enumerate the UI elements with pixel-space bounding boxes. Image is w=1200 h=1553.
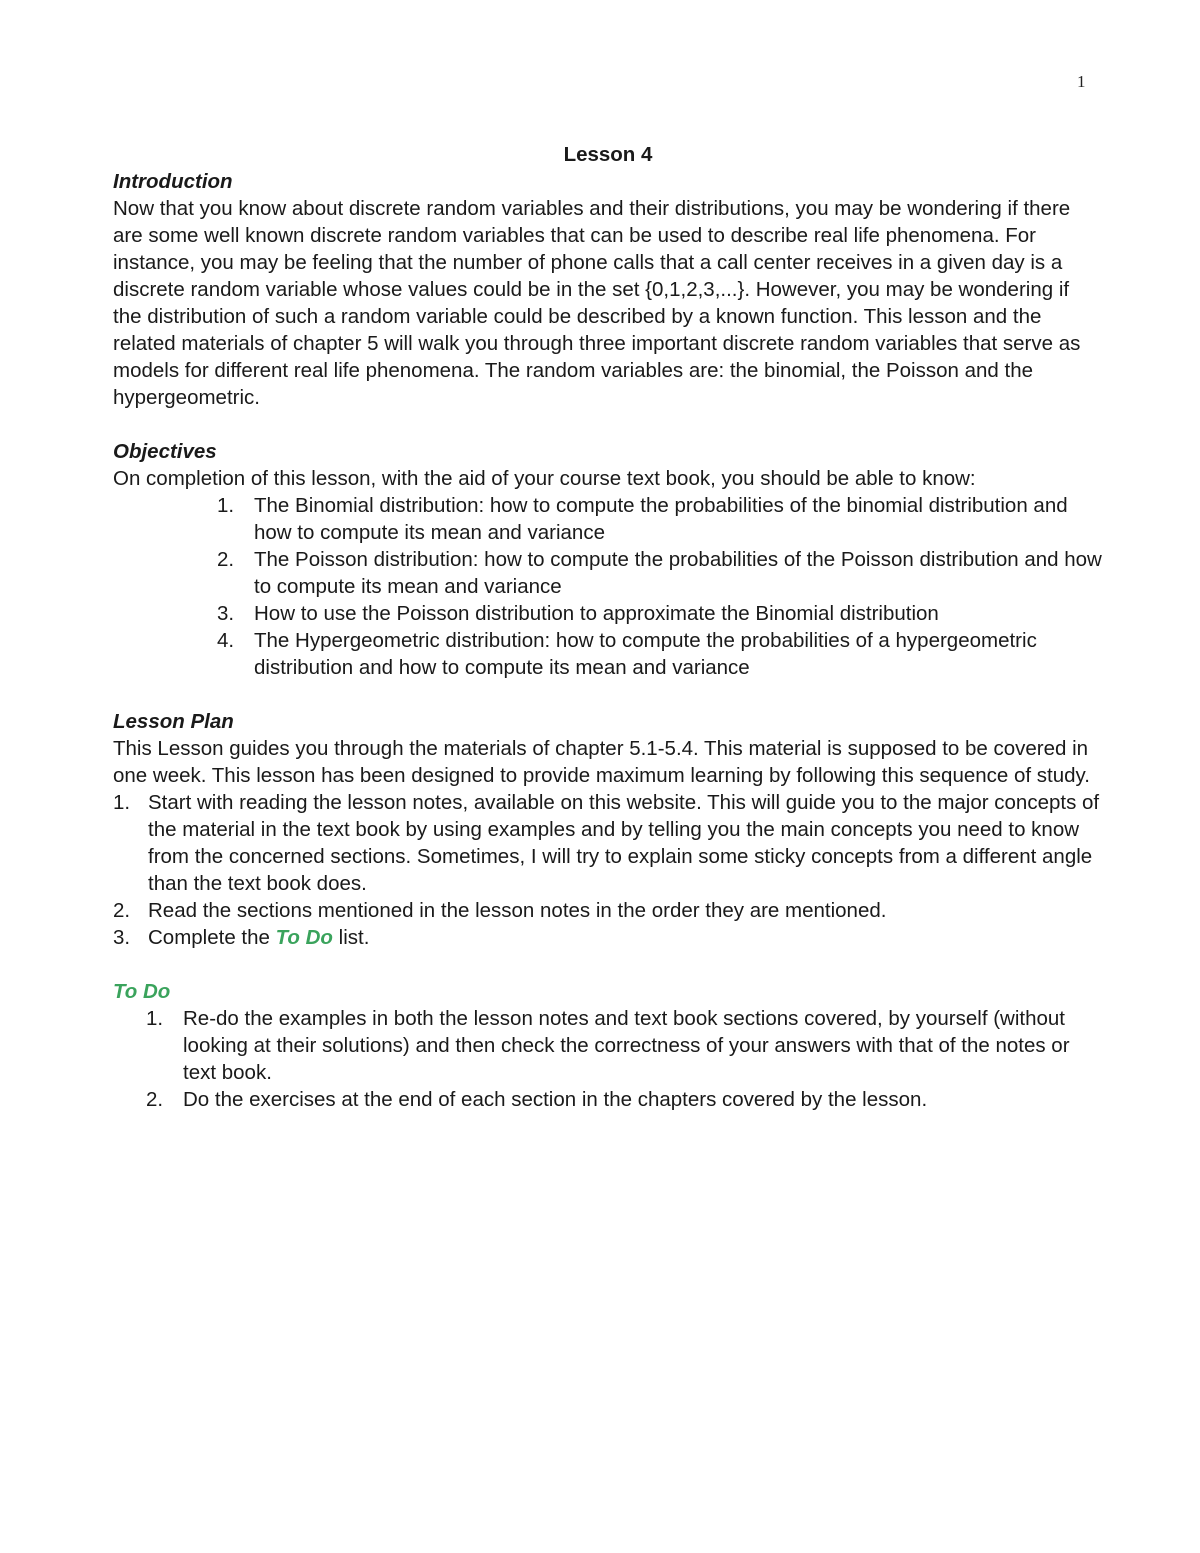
- list-item: [113, 492, 1103, 546]
- list-number: 1.: [146, 1007, 164, 1030]
- list-item-text: Do the exercises at the end of each section in the chapters covered by the lesson.: [183, 1088, 928, 1111]
- list-item: [113, 924, 1103, 951]
- list-number: 2.: [113, 899, 131, 922]
- list-item-text: Re-do the examples in both the lesson notes and text book sections covered, by yourself (without looking at their solutions) and then check the correctness of your answers with that of the notes or text book.: [183, 1007, 1070, 1084]
- list-number: 1.: [217, 494, 235, 517]
- list-number: 4.: [217, 629, 235, 652]
- list-item-text: Start with reading the lesson notes, available on this website. This will guide you to the major concepts of the material in the text book by using examples and by telling you the main concepts you need to know from the concerned sections. Sometimes, I will try to explain some sticky concepts from a different angle than the text book does.: [148, 791, 1100, 895]
- objectives-intro: On completion of this lesson, with the aid of your course text book, you should be able to know:: [113, 467, 976, 490]
- lesson-plan-intro: This Lesson guides you through the materials of chapter 5.1-5.4. This material is supposed to be covered in one week. This lesson has been designed to provide maximum learning by following this sequence of study.: [113, 737, 1090, 787]
- list-item: [113, 897, 1103, 924]
- list-item: [113, 600, 1103, 627]
- spacer: [113, 681, 1103, 708]
- list-item: [113, 1086, 1103, 1113]
- list-item: [113, 627, 1103, 681]
- spacer: [113, 411, 1103, 438]
- introduction-heading: Introduction: [113, 170, 233, 193]
- list-number: 1.: [113, 791, 131, 814]
- list-number: 3.: [113, 926, 131, 949]
- list-item-text-suffix: list.: [332, 926, 370, 949]
- list-number: 2.: [217, 548, 235, 571]
- list-item: [113, 546, 1103, 600]
- list-item-text: Read the sections mentioned in the lesson notes in the order they are mentioned.: [148, 899, 887, 922]
- list-item-text: How to use the Poisson distribution to approximate the Binomial distribution: [254, 602, 939, 625]
- list-item-text: The Binomial distribution: how to compute the probabilities of the binomial distribution and how to compute its mean and variance: [254, 494, 1068, 544]
- introduction-text: Now that you know about discrete random variables and their distributions, you may be wondering if there are some well known discrete random variables that can be used to describe real life phenomena. For instance, you may be feeling that the number of phone calls that a call center receives in a given day is a discrete random variable whose values could be in the set {0,1,2,3,...}. However, you may be wondering if the distribution of such a random variable could be described by a known function. This lesson and the related materials of chapter 5 will walk you through three important discrete random variables that serve as models for different real life phenomena. The random variables are: the binomial, the Poisson and the hypergeometric.: [113, 197, 1081, 409]
- list-number: 2.: [146, 1088, 164, 1111]
- todo-list: [113, 1005, 1103, 1113]
- objectives-list: [113, 492, 1103, 681]
- list-item-text: The Poisson distribution: how to compute the probabilities of the Poisson distribution and how to compute its mean and variance: [254, 548, 1102, 598]
- list-item: [113, 1005, 1103, 1086]
- list-item-text: The Hypergeometric distribution: how to compute the probabilities of a hypergeometric distribution and how to compute its mean and variance: [254, 629, 1037, 679]
- lesson-plan-heading: Lesson Plan: [113, 710, 234, 733]
- todo-reference: To Do: [275, 926, 333, 949]
- page-title: Lesson 4: [563, 143, 653, 166]
- lesson-plan-list: [113, 789, 1103, 951]
- objectives-heading: Objectives: [113, 440, 217, 463]
- document-body: [113, 141, 1103, 1113]
- list-item: [113, 789, 1103, 897]
- list-number: 3.: [217, 602, 235, 625]
- spacer: [113, 951, 1103, 978]
- list-item-text-prefix: Complete the: [148, 926, 276, 949]
- todo-heading: To Do: [113, 980, 171, 1003]
- page-number: 1: [1077, 72, 1086, 91]
